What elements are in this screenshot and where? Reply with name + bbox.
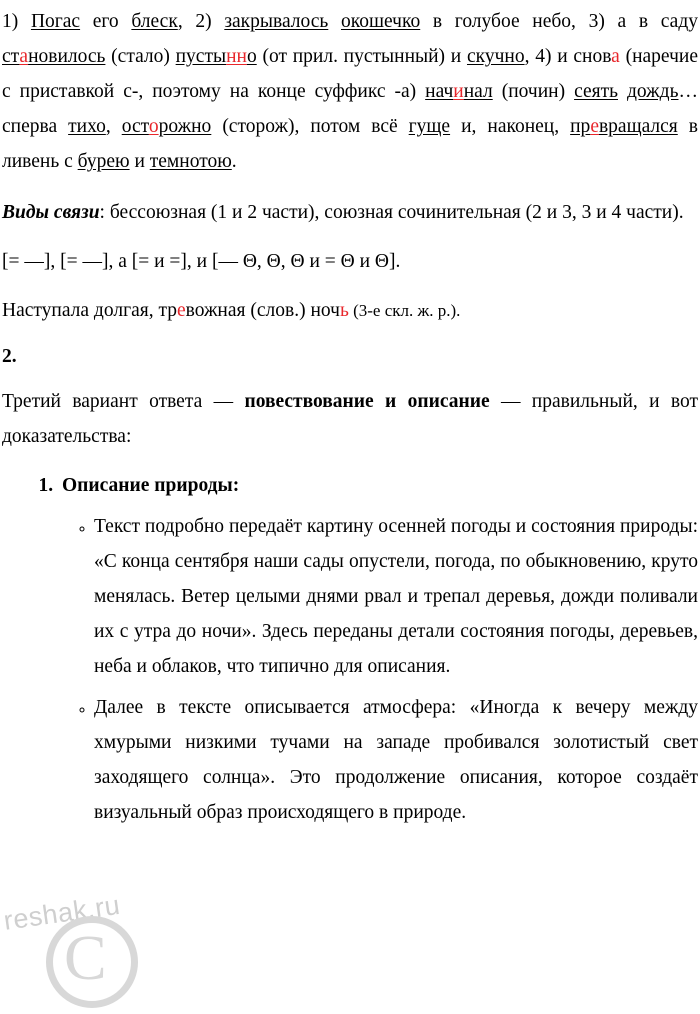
- intro-paragraph: [2, 384, 698, 454]
- answer-sentence-analysis: [2, 4, 698, 179]
- link-types-text: : бессоюзная (1 и 2 части), союзная сочинительная (2 и 3, 3 и 4 части).: [99, 202, 684, 223]
- watermark-symbol: C: [64, 922, 107, 993]
- task-number: 2.: [2, 346, 17, 367]
- answer-sentence-text: 1) Погас его блеск, 2) закрывалось окошечко в голубое небо, 3) а в саду становилось (стало) пустынно (от прил. пустынный) и скучно, 4) и снова (наречие с приставкой с-, поэтому на конце суффикс -а) начинал (почин) сеять дождь… сперва тихо, осторожно (сторож), потом всё гуще и, наконец, превращался в ливень с бурею и темнотою.: [2, 11, 699, 172]
- list-item-title-suffix: :: [232, 475, 240, 496]
- intro-before: Третий вариант ответа —: [2, 391, 245, 412]
- list-item: [58, 468, 698, 830]
- proof-list: [2, 468, 698, 830]
- link-types-line: [2, 195, 698, 230]
- watermark-text: reshak.ru: [1, 889, 122, 936]
- sub-list-item: ◦ Далее в тексте описывается атмосфера: «Иногда к вечеру между хмурыми низкими тучами на западе пробивался золотистый свет заходящего солнца». Это продолжение описания, которое создаёт визуальный образ происходящего в природе.: [94, 690, 698, 830]
- second-sentence: Наступала долгая, тревожная (слов.) ночь (3-е скл. ж. р.).: [2, 300, 461, 321]
- link-types-label: Виды связи: [2, 202, 100, 223]
- watermark: [2, 884, 202, 1004]
- spacer: [2, 179, 698, 195]
- intro-after: — правильный, и вот доказательства:: [2, 391, 698, 447]
- spacer: [2, 454, 698, 468]
- spacer: [2, 279, 698, 293]
- sub-list-item: ◦ Текст подробно передаёт картину осенней погоды и состояния природы: «С конца сентября наши сады опустели, погода, по обыкновению, круто менялась. Ветер целыми днями рвал и трепал деревья, дожди поливали их с утра до ночи». Здесь переданы детали состояния погоды, деревьев, неба и облаков, что типично для описания.: [94, 509, 698, 684]
- sub-list: [62, 509, 698, 830]
- watermark-circle-icon: [46, 916, 138, 1008]
- sentence-scheme: [= —], [= —], а [= и =], и [— Θ, Θ, Θ и = Θ и Θ].: [2, 251, 401, 272]
- spacer: [2, 328, 698, 342]
- spacer: [2, 230, 698, 244]
- spacer: [2, 372, 698, 384]
- intro-bold: повествование и описание: [244, 391, 490, 412]
- list-item-title: Описание природы: [62, 475, 233, 496]
